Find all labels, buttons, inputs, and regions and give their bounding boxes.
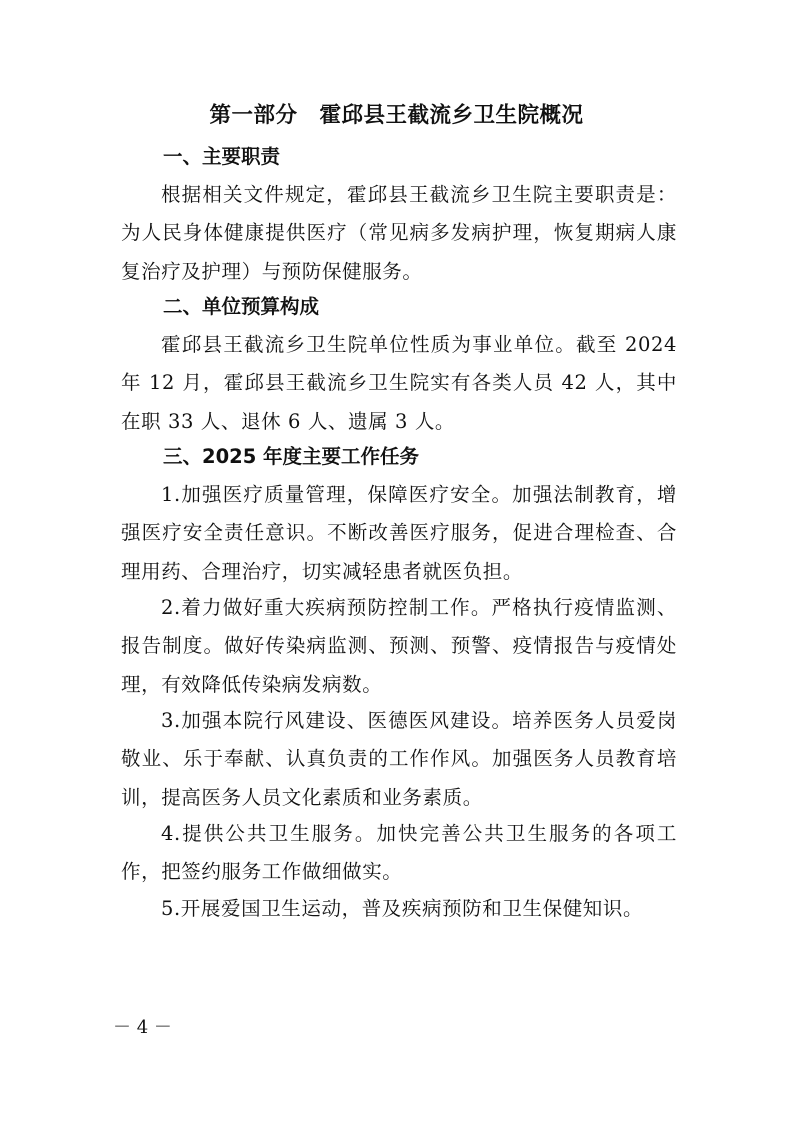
task-paragraph-4: 4.提供公共卫生服务。加快完善公共卫生服务的各项工作，把签约服务工作做细做实。 xyxy=(121,822,677,884)
section-heading-main-duties: 一、主要职责 xyxy=(163,145,281,168)
task-paragraph-1: 1.加强医疗质量管理，保障医疗安全。加强法制教育，增强医疗安全责任意识。不断改善医疗服务，促进合理检查、合理用药、合理治疗，切实减轻患者就医负担。 xyxy=(121,483,677,583)
section-heading-budget-composition: 二、单位预算构成 xyxy=(163,295,320,318)
task-paragraph-5: 5.开展爱国卫生运动，普及疾病预防和卫生保健知识。 xyxy=(161,897,644,920)
page-title: 第一部分 霍邱县王截流乡卫生院概况 xyxy=(209,103,584,128)
budget-composition-paragraph: 霍邱县王截流乡卫生院单位性质为事业单位。截至 2024 年 12 月，霍邱县王截流乡卫生院实有各类人员 42 人，其中在职 33 人、退休 6 人、遗属 3 人。 xyxy=(121,333,677,433)
section-heading-annual-tasks: 三、2025 年度主要工作任务 xyxy=(163,445,420,468)
task-paragraph-2: 2.着力做好重大疾病预防控制工作。严格执行疫情监测、报告制度。做好传染病监测、预测、预警、疫情报告与疫情处理，有效降低传染病发病数。 xyxy=(121,596,677,696)
page-number: － 4 － xyxy=(113,1017,172,1038)
duties-paragraph: 根据相关文件规定，霍邱县王截流乡卫生院主要职责是：为人民身体健康提供医疗（常见病多发病护理，恢复期病人康复治疗及护理）与预防保健服务。 xyxy=(121,183,677,283)
task-paragraph-3: 3.加强本院行风建设、医德医风建设。培养医务人员爱岗敬业、乐于奉献、认真负责的工作作风。加强医务人员教育培训，提高医务人员文化素质和业务素质。 xyxy=(121,709,677,809)
